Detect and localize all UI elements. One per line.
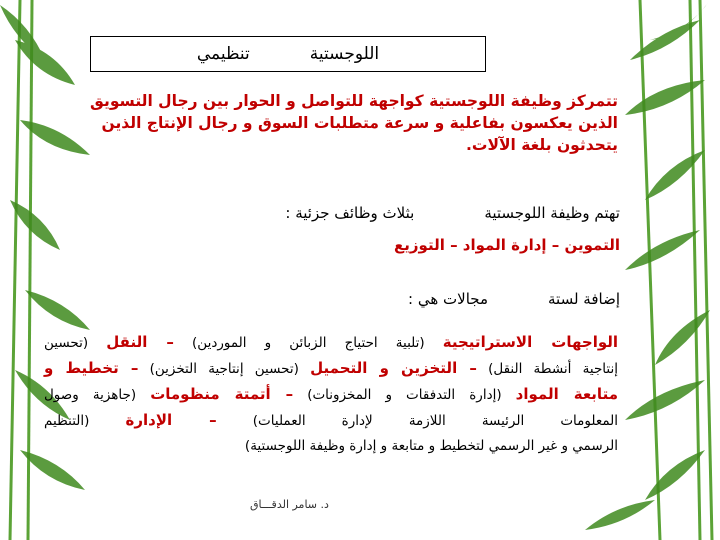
author-footer: د. سامر الدقـــاق (250, 498, 329, 511)
area-management: – الإدارة (125, 411, 217, 429)
area-automation-desc-end: المعلومات الرئيسة اللازمة لإدارة العمليات) (252, 413, 619, 429)
area-management-desc-end: الرسمي و غير الرسمي لتخطيط و متابعة و إدارة وظيفة اللوجستية) (244, 438, 618, 454)
intro-line-1: تتمركز وظيفة اللوجستية كواجهة للتواصل و الحوار بين رجال التسويق (90, 92, 618, 110)
area-automation-desc-start: (جاهزية وصول (44, 387, 137, 403)
addition-part-2: مجالات هي : (408, 290, 489, 308)
area-planning-start: – تخطيط و (44, 359, 139, 377)
tasks-part-2: بثلاث وظائف جزئية : (285, 204, 415, 222)
area-management-desc-start: (التنظيم (44, 413, 90, 429)
area-planning-end: متابعة المواد (515, 385, 618, 403)
title-word-logistics: اللوجستية (309, 44, 380, 64)
area-storage-desc: (تحسين إنتاجية التخزين) (149, 361, 299, 377)
area-storage-handling: – التخزين و التحميل (310, 359, 477, 377)
area-automation: – أتمتة منظومات (150, 385, 294, 403)
sub-functions-list: التموين – إدارة المواد – التوزيع (394, 236, 620, 254)
area-transport-desc-end: إنتاجية أنشطة النقل) (488, 361, 618, 377)
intro-line-2: الذين يعكسون بفاعلية و سرعة متطلبات السوق و رجال الإنتاج الذين (101, 114, 618, 132)
areas-row-4 (44, 408, 618, 434)
addition-statement (408, 290, 620, 308)
tasks-statement (285, 204, 620, 222)
area-strategic-desc: (تلبية احتياج الزبائن و الموردين) (192, 335, 425, 351)
title-word-organizational: تنظيمي (196, 44, 250, 64)
areas-paragraph (44, 330, 618, 459)
intro-line-3: يتحدثون بلغة الآلات. (466, 136, 618, 154)
areas-row-1 (44, 330, 618, 356)
area-transport: – النقل (106, 333, 174, 351)
areas-row-5 (44, 434, 618, 459)
areas-row-2 (44, 356, 618, 382)
area-strategic-interfaces: الواجهات الاستراتيجية (442, 333, 619, 351)
addition-part-1: إضافة لستة (548, 290, 620, 308)
tasks-part-1: تهتم وظيفة اللوجستية (484, 204, 620, 222)
intro-paragraph (44, 90, 618, 156)
slide-title-box (90, 36, 486, 72)
areas-row-3 (44, 382, 618, 408)
area-transport-desc-start: (تحسين (44, 335, 89, 351)
area-planning-desc: (إدارة التدفقات و المخزونات) (307, 387, 502, 403)
